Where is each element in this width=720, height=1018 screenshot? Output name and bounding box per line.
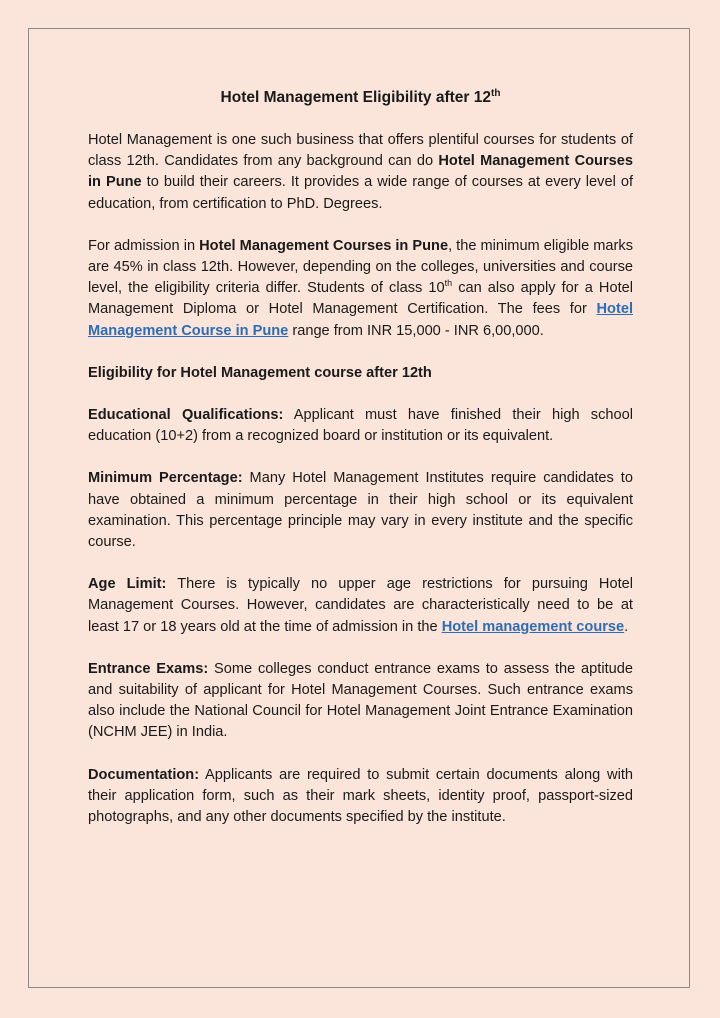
admission-paragraph	[88, 236, 633, 342]
item-text: Applicants are required to submit certain documents along with their application form, such as their mark sheets, identity proof, passport-sized photographs, and any other documents specified by the institute.	[88, 766, 633, 826]
item-text: Applicant must have finished their high school education (10+2) from a recognized board or institution or its equivalent.	[88, 407, 633, 445]
page-title	[88, 86, 633, 110]
title-superscript: th	[491, 87, 501, 99]
admission-text-1: For admission in	[88, 237, 200, 254]
document-body	[88, 86, 633, 849]
admission-text-4: range from INR 15,000 - INR 6,00,000.	[288, 322, 544, 339]
item-text-after: .	[624, 618, 629, 635]
hotel-management-course-link[interactable]: Hotel management course	[441, 618, 625, 635]
admission-text-2: , the minimum eligible marks are 45% in class 12th. However, depending on the colleges, universities and course level, the eligibility criteria differ. Students of class 10	[88, 237, 633, 297]
intro-bold-course: Hotel Management Courses in Pune	[88, 153, 633, 191]
entrance-exams-item	[88, 659, 633, 744]
educational-qualifications-item	[88, 405, 633, 447]
course-in-pune-link[interactable]: Hotel Management Course in Pune	[88, 301, 633, 339]
item-text: Some colleges conduct entrance exams to assess the aptitude and suitability of applicant for Hotel Management Courses. Such entrance exams also include the National Council for Hotel Management Joint Entrance Examination (NCHM JEE) in India.	[88, 660, 633, 741]
item-text: There is typically no upper age restrictions for pursuing Hotel Management Courses. However, candidates are characteristically need to be at least 17 or 18 years old at the time of admission in the	[88, 576, 633, 635]
title-text: Hotel Management Eligibility after 12	[220, 89, 491, 106]
item-label: Documentation:	[88, 766, 200, 783]
item-label: Entrance Exams:	[88, 660, 209, 677]
intro-text-2: to build their careers. It provides a wide range of courses at every level of education, from certification to PhD. Degrees.	[88, 174, 633, 212]
documentation-item	[88, 765, 633, 829]
intro-paragraph	[88, 130, 633, 215]
section-heading: Eligibility for Hotel Management course after 12th	[88, 364, 432, 381]
admission-bold-course: Hotel Management Courses in Pune	[199, 237, 449, 254]
age-limit-item	[88, 574, 633, 638]
admission-text-3: can also apply for a Hotel Management Diploma or Hotel Management Certification. The fees for	[88, 280, 633, 318]
item-text: Many Hotel Management Institutes require candidates to have obtained a minimum percentage in their high school or its equivalent examination. This percentage principle may vary in every institute and the specific course.	[88, 470, 633, 551]
intro-text-1: Hotel Management is one such business that offers plentiful courses for students of class 12th. Candidates from any background can do	[88, 132, 633, 170]
minimum-percentage-item	[88, 468, 633, 553]
item-label: Minimum Percentage:	[88, 470, 243, 487]
admission-superscript: th	[444, 278, 453, 289]
item-label: Educational Qualifications:	[88, 407, 284, 424]
item-label: Age Limit:	[88, 576, 167, 593]
